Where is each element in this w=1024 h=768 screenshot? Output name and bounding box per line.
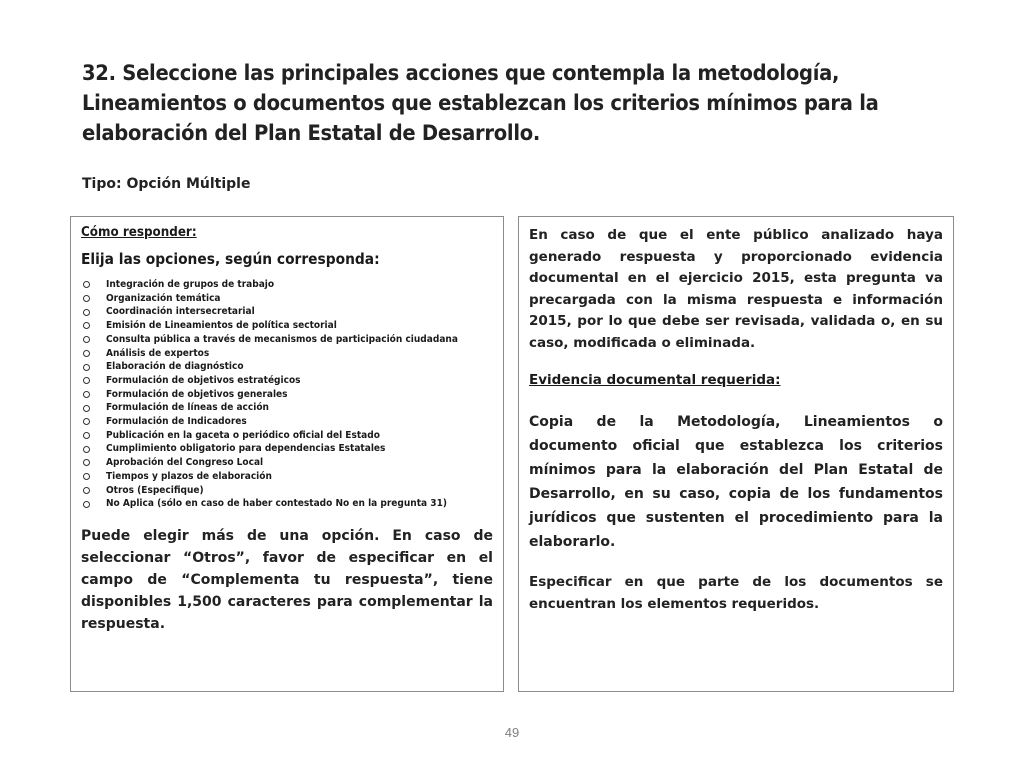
circle-bullet-icon [83, 391, 90, 398]
option-label: Formulación de Indicadores [106, 416, 247, 428]
circle-bullet-icon [83, 350, 90, 357]
evidence-panel [518, 216, 954, 692]
option-item [81, 347, 493, 361]
circle-bullet-icon [83, 281, 90, 288]
specify-instruction: Especificar en que parte de los documentos se encuentran los elementos requeridos. [529, 574, 943, 612]
circle-bullet-icon [83, 364, 90, 371]
circle-bullet-icon [83, 418, 90, 425]
option-label: Tiempos y plazos de elaboración [106, 470, 272, 482]
instruction-text: Elija las opciones, según corresponda: [81, 250, 380, 268]
circle-bullet-icon [83, 473, 90, 480]
option-item [81, 360, 493, 374]
option-item [81, 429, 493, 443]
circle-bullet-icon [83, 446, 90, 453]
option-label: Organización temática [106, 292, 221, 304]
option-item [81, 388, 493, 402]
option-item [81, 456, 493, 470]
option-label: Otros (Especifique) [106, 484, 204, 496]
how-to-answer-heading: Cómo responder: [81, 225, 197, 240]
option-item [81, 401, 493, 415]
circle-bullet-icon [83, 309, 90, 316]
option-label: Formulación de objetivos estratégicos [106, 374, 301, 386]
circle-bullet-icon [83, 377, 90, 384]
option-label: Elaboración de diagnóstico [106, 361, 244, 373]
option-item [81, 333, 493, 347]
option-item [81, 319, 493, 333]
circle-bullet-icon [83, 336, 90, 343]
option-label: Coordinación intersecretarial [106, 306, 255, 318]
option-label: Aprobación del Congreso Local [106, 457, 264, 469]
options-list [81, 278, 493, 511]
page-number: 49 [504, 725, 520, 740]
option-label: Consulta pública a través de mecanismos de participación ciudadana [106, 333, 458, 345]
option-item [81, 374, 493, 388]
question-type: Tipo: Opción Múltiple [82, 176, 251, 192]
option-item [81, 470, 493, 484]
circle-bullet-icon [83, 432, 90, 439]
option-item [81, 305, 493, 319]
circle-bullet-icon [83, 501, 90, 508]
evidence-description: Copia de la Metodología, Lineamientos o documento oficial que establezca los criterios mínimos para la elaboración del Plan Estatal de Desarrollo, en su caso, copia de los fundamentos jurídicos que sustenten el procedimiento para la elaborarlo. [529, 414, 943, 550]
option-label: Publicación en la gaceta o periódico oficial del Estado [106, 429, 380, 441]
option-label: Formulación de líneas de acción [106, 402, 269, 414]
preload-notice: En caso de que el ente público analizado haya generado respuesta y proporcionado evidencia documental en el ejercicio 2015, esta pregunta va precargada con la misma respuesta e información 2015, por lo que debe ser revisada, validada o, en su caso, modificada o eliminada. [529, 227, 943, 351]
question-title: 32. Seleccione las principales acciones que contempla la metodología, Lineamientos o documentos que establezcan los criterios mínimos para la elaboración del Plan Estatal de Desarrollo. [82, 61, 879, 145]
option-label: Análisis de expertos [106, 347, 210, 359]
option-label: Formulación de objetivos generales [106, 388, 288, 400]
option-label: Emisión de Lineamientos de política sectorial [106, 320, 337, 332]
option-label: No Aplica (sólo en caso de haber contestado No en la pregunta 31) [106, 498, 447, 510]
option-item [81, 415, 493, 429]
option-item [81, 292, 493, 306]
evidence-heading: Evidencia documental requerida: [529, 372, 781, 388]
option-item [81, 497, 493, 511]
circle-bullet-icon [83, 295, 90, 302]
multiple-choice-note: Puede elegir más de una opción. En caso de seleccionar “Otros”, favor de especificar en el campo de “Complementa tu respuesta”, tiene disponibles 1,500 caracteres para complementar la respuesta. [81, 527, 493, 632]
circle-bullet-icon [83, 459, 90, 466]
circle-bullet-icon [83, 487, 90, 494]
circle-bullet-icon [83, 322, 90, 329]
option-label: Integración de grupos de trabajo [106, 279, 275, 290]
circle-bullet-icon [83, 405, 90, 412]
option-item [81, 442, 493, 456]
option-item [81, 278, 493, 292]
option-item [81, 484, 493, 498]
option-label: Cumplimiento obligatorio para dependencias Estatales [106, 443, 386, 455]
how-to-answer-panel [70, 216, 504, 692]
